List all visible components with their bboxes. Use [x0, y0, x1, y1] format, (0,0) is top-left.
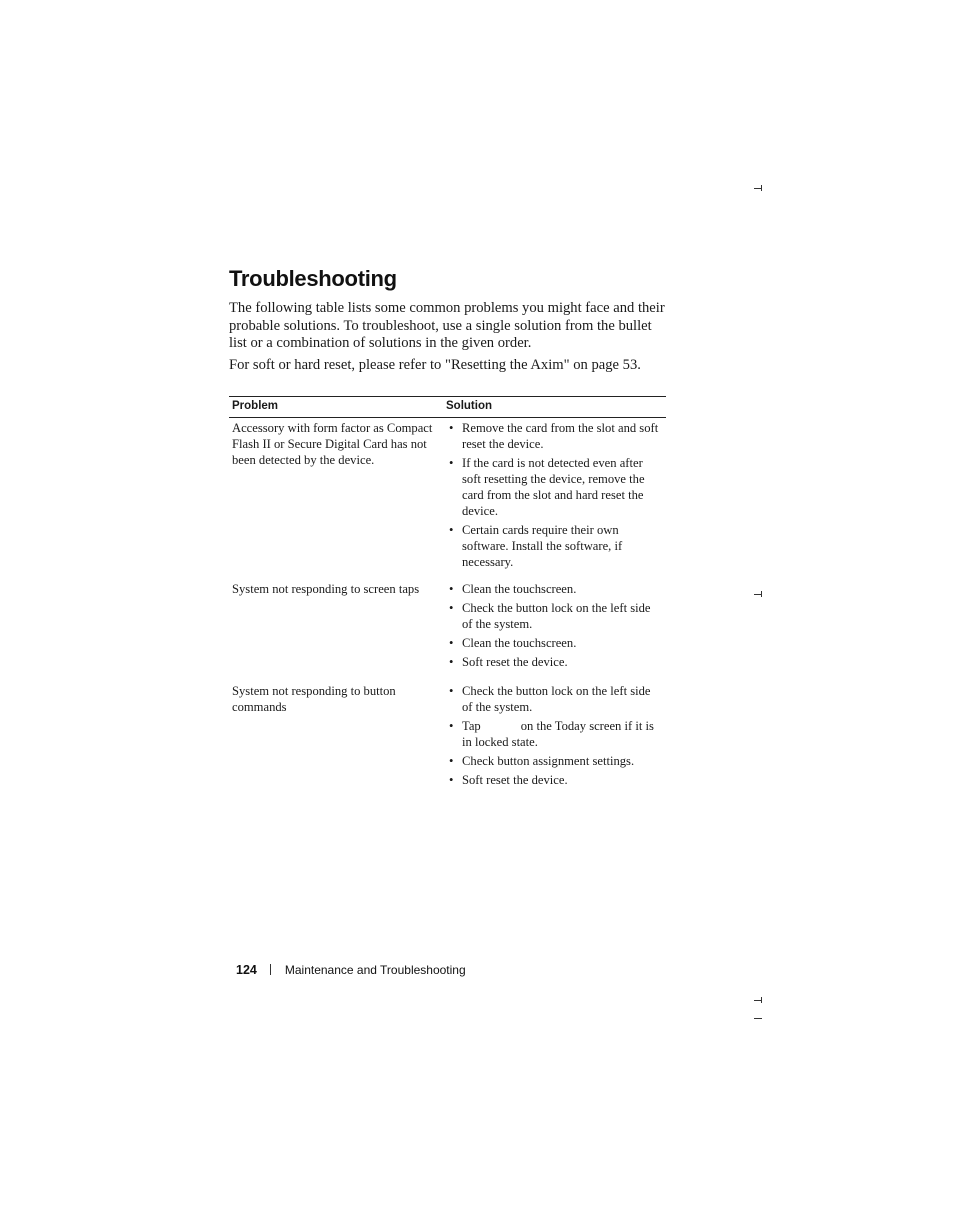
bullet: •: [449, 719, 454, 733]
solution-text: Soft reset the device.: [462, 655, 568, 669]
bullet: •: [449, 773, 454, 787]
solution-text: Check button assignment settings.: [462, 754, 635, 768]
solution-text: Clean the touchscreen.: [462, 582, 577, 596]
solution-list: [446, 581, 663, 670]
bullet: •: [449, 523, 454, 537]
solution-item: [446, 772, 663, 788]
bullet: •: [449, 582, 454, 596]
bullet: •: [449, 655, 454, 669]
solution-list: [446, 683, 663, 788]
crop-mark-middle: [754, 591, 762, 597]
solution-cell: [443, 677, 666, 795]
bullet: •: [449, 421, 454, 435]
footer-section-title: Maintenance and Troubleshooting: [284, 963, 466, 977]
page-number: 124: [236, 963, 257, 977]
intro-paragraph: The following table lists some common problems you might face and their probable solutions. To troubleshoot, use a single solution from the bullet list or a combination of solutions in the given order.: [229, 300, 665, 351]
bullet: •: [449, 636, 454, 650]
crop-mark-bottom: [754, 997, 762, 1003]
solution-text: Check the button lock on the left side of the system.: [462, 601, 651, 631]
tap-prefix: Tap: [462, 719, 481, 733]
problem-cell: Accessory with form factor as Compact Flash II or Secure Digital Card has not been detected by the device.: [232, 421, 433, 467]
solution-text: Remove the card from the slot and soft reset the device.: [462, 421, 659, 451]
problem-cell: System not responding to button commands: [232, 684, 396, 714]
solution-list: [446, 420, 663, 570]
crop-mark-bottom-edge: [754, 1015, 762, 1021]
solution-text: Clean the touchscreen.: [462, 636, 577, 650]
page-footer: [236, 963, 466, 977]
solution-cell: [443, 577, 666, 677]
reset-note-paragraph: For soft or hard reset, please refer to "Resetting the Axim" on page 53.: [229, 357, 641, 373]
header-solution: Solution: [443, 397, 666, 418]
lock-icon-placeholder: [481, 721, 521, 733]
solution-text: If the card is not detected even after soft resetting the device, remove the card from the slot and hard reset the device.: [462, 456, 645, 518]
solution-item: [446, 581, 663, 597]
bullet: •: [449, 456, 454, 470]
solution-text: Check the button lock on the left side of the system.: [462, 684, 651, 714]
solution-item: [446, 753, 663, 769]
solution-item: [446, 455, 663, 519]
footer-separator: [270, 964, 271, 975]
table-header-row: [229, 397, 666, 418]
crop-mark-top: [754, 185, 762, 191]
solution-item: [446, 522, 663, 570]
table-row: [229, 418, 666, 578]
solution-text: Certain cards require their own software. Install the software, if necessary.: [462, 523, 623, 569]
solution-item: [446, 635, 663, 651]
solution-item: [446, 718, 663, 750]
solution-item: [446, 420, 663, 452]
bullet: •: [449, 601, 454, 615]
page-title: Troubleshooting: [229, 266, 397, 291]
table-row: [229, 677, 666, 795]
solution-cell: [443, 418, 666, 578]
solution-item: [446, 683, 663, 715]
problem-cell: System not responding to screen taps: [232, 582, 420, 596]
troubleshooting-table: [229, 396, 666, 795]
tap-suffix: on the Today screen if it is in locked state.: [462, 719, 654, 749]
bullet: •: [449, 754, 454, 768]
solution-item: [446, 654, 663, 670]
solution-item: [446, 600, 663, 632]
solution-text: Soft reset the device.: [462, 773, 568, 787]
table-row: [229, 577, 666, 677]
bullet: •: [449, 684, 454, 698]
header-problem: Problem: [229, 397, 443, 418]
